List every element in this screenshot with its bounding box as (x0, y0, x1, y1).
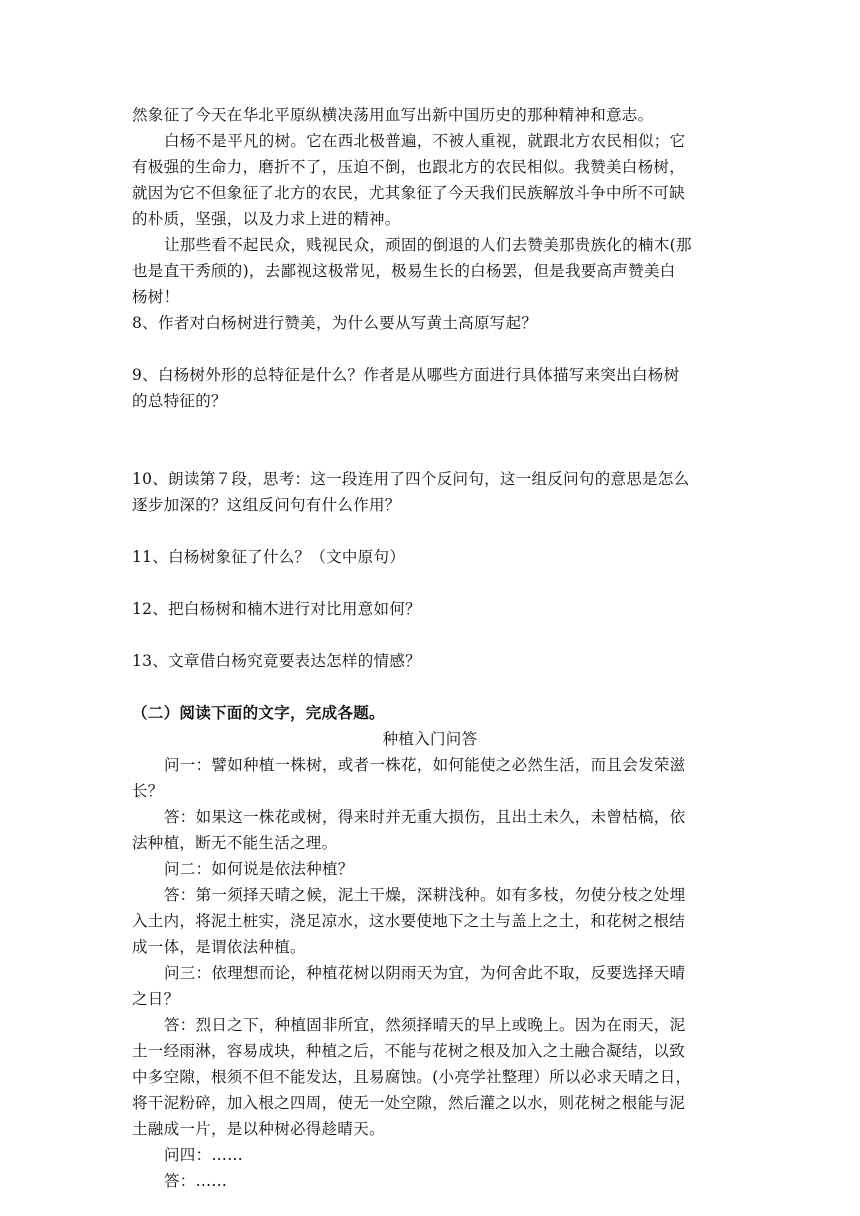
article-line: 之日？ (132, 990, 180, 1008)
passage-line: 的朴质，坚强，以及力求上进的精神。 (132, 210, 401, 228)
passage-line: 就因为它不但象征了北方的农民，尤其象征了今天我们民族解放斗争中所不可缺 (132, 184, 686, 202)
article-line: 问一：譬如种植一株树，或者一株花，如何能使之必然生活，而且会发荣滋 (164, 756, 686, 774)
article-line: 答：如果这一株花或树，得来时并无重大损伤，且出土未久，未曾枯槁，依 (164, 808, 686, 826)
article-line: 将干泥粉碎，加入根之四周，使无一处空隙，然后灌之以水，则花树之根能与泥 (132, 1094, 686, 1112)
article-line: 答：第一须择天晴之候，泥土干燥，深耕浅种。如有多枝，勿使分枝之处埋 (164, 886, 686, 904)
section-heading: （二）阅读下面的文字，完成各题。 (132, 703, 385, 722)
passage-line: 也是直干秀颀的)，去鄙视这极常见，极易生长的白杨罢，但是我要高声赞美白 (132, 262, 676, 280)
passage-line: 白杨不是平凡的树。它在西北极普遍，不被人重视，就跟北方农民相似；它 (164, 132, 686, 150)
question-13: 13、文章借白杨究竟要表达怎样的情感？ (132, 652, 421, 670)
article-line: 土融成一片，是以种树必得趁晴天。 (132, 1120, 385, 1138)
article-line: 答：…… (164, 1172, 228, 1190)
article-line: 长？ (132, 782, 164, 800)
passage-line: 杨树！ (132, 288, 180, 306)
article-title: 种植入门问答 (382, 730, 478, 748)
article-line: 问三：依理想而论，种植花树以阴雨天为宜，为何舍此不取，反要选择天晴 (164, 964, 686, 982)
passage-line: 有极强的生命力，磨折不了，压迫不倒，也跟北方的农民相似。我赞美白杨树， (132, 158, 686, 176)
article-line: 法种植，断无不能生活之理。 (132, 834, 338, 852)
question-9-cont: 的总特征的？ (132, 392, 227, 410)
passage-line: 让那些看不起民众，贱视民众，顽固的倒退的人们去赞美那贵族化的楠木(那 (164, 236, 692, 254)
article-line: 成一体，是谓依法种植。 (132, 938, 306, 956)
article-line: 入土内，将泥土桩实，浇足凉水，这水要使地下之土与盖上之土，和花树之根结 (132, 912, 686, 930)
article-line: 土一经雨淋，容易成块，种植之后，不能与花树之根及加入之土融合凝结，以致 (132, 1042, 686, 1060)
article-line: 答：烈日之下，种植固非所宜，然须择晴天的早上或晚上。因为在雨天，泥 (164, 1016, 686, 1034)
question-12: 12、把白杨树和楠木进行对比用意如何？ (132, 600, 421, 618)
question-9: 9、白杨树外形的总特征是什么？作者是从哪些方面进行具体描写来突出白杨树 (132, 366, 680, 384)
question-8: 8、作者对白杨树进行赞美，为什么要从写黄土高原写起？ (132, 314, 538, 332)
article-line: 问二：如何说是依法种植？ (164, 860, 354, 878)
passage-line: 然象征了今天在华北平原纵横决荡用血写出新中国历史的那种精神和意志。 (132, 106, 654, 124)
question-11: 11、白杨树象征了什么？（文中原句） (132, 548, 406, 566)
question-10-cont: 逐步加深的？这组反问句有什么作用？ (132, 496, 401, 514)
article-line: 中多空隙，根须不但不能发达，且易腐蚀。(小亮学社整理）所以必求天晴之日， (132, 1068, 692, 1086)
question-10: 10、朗读第７段，思考：这一段连用了四个反问句，这一组反问句的意思是怎么 (132, 470, 690, 488)
article-line: 问四：…… (164, 1146, 244, 1164)
